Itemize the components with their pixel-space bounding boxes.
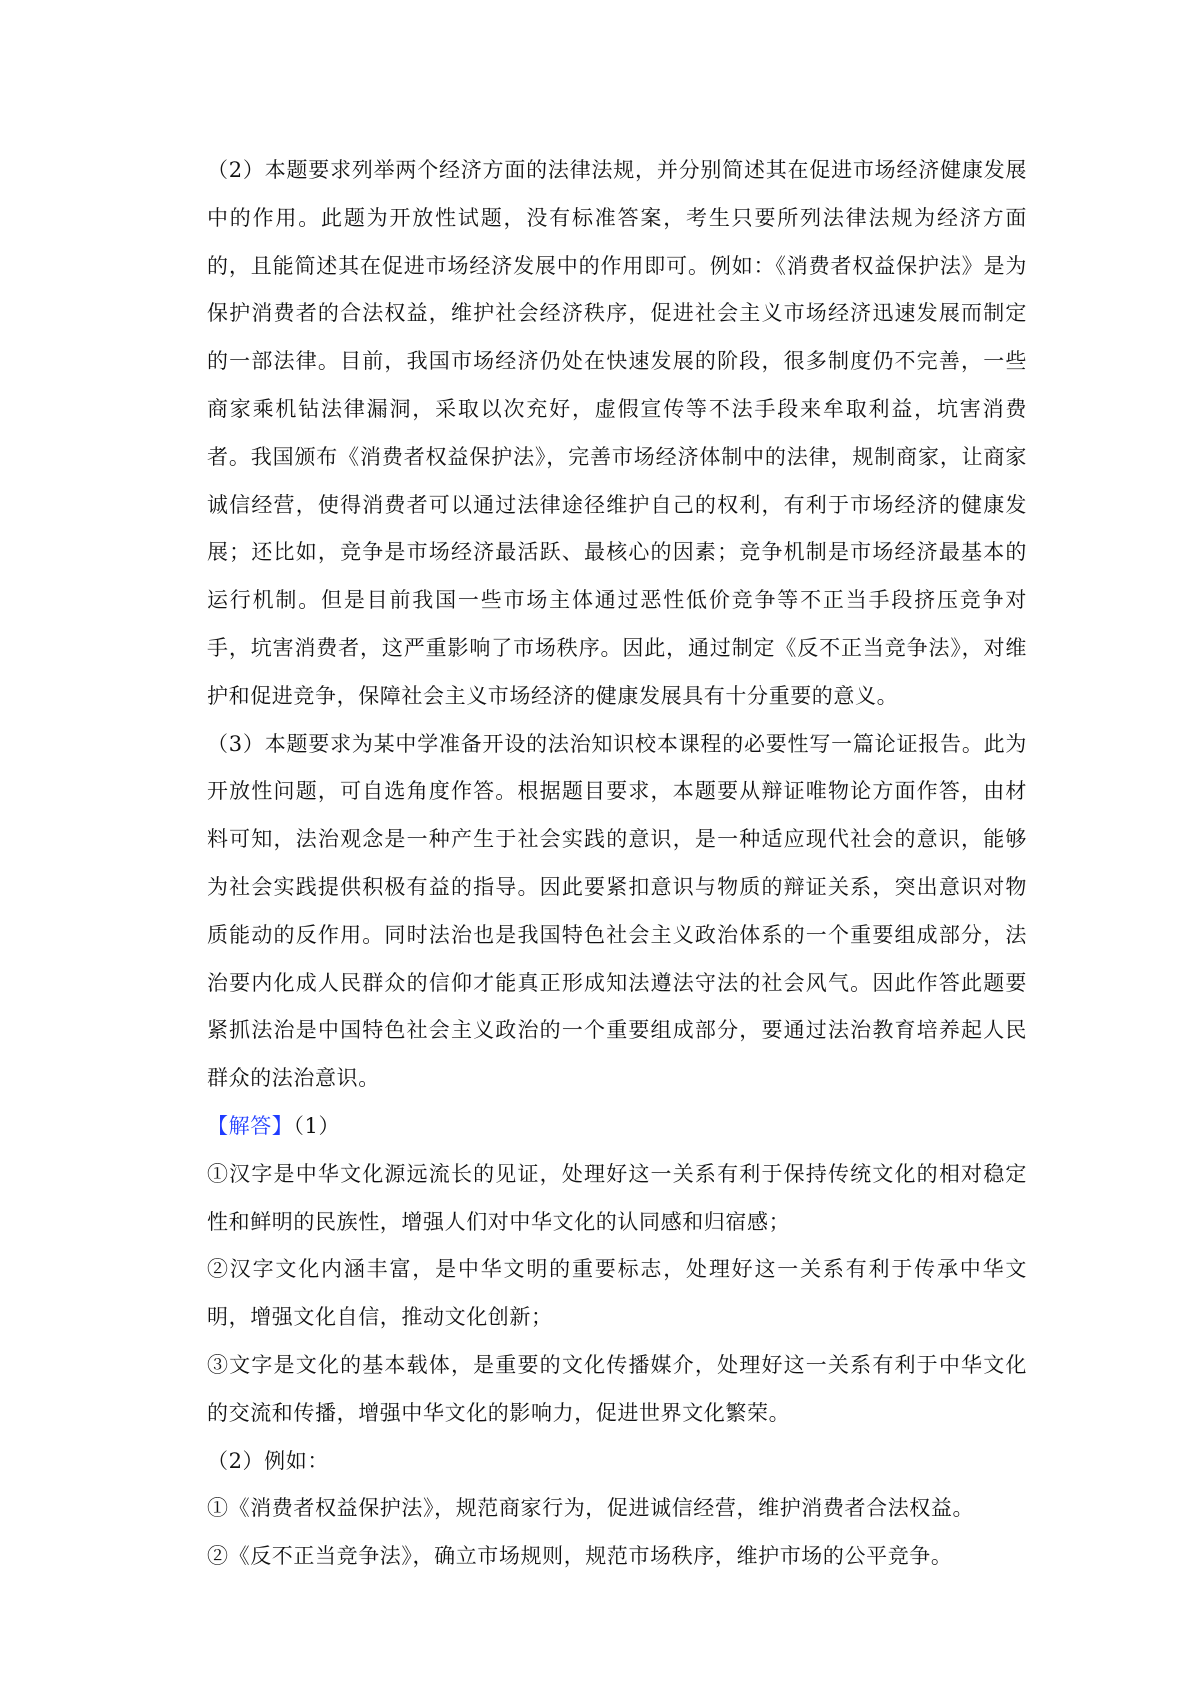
analysis-paragraph-3: （3）本题要求为某中学准备开设的法治知识校本课程的必要性写一篇论证报告。此为开放性问题，可自选角度作答。根据题目要求，本题要从辩证唯物论方面作答，由材料可知，法治观念是一种产生于社会实践的意识，是一种适应现代社会的意识，能够为社会实践提供积极有益的指导。因此要紧扣意识与物质的辩证关系，突出意识对物质能动的反作用。同时法治也是我国特色社会主义政治体系的一个重要组成部分，法治要内化成人民群众的信仰才能真正形成知法遵法守法的社会风气。因此作答此题要紧抓法治是中国特色社会主义政治的一个重要组成部分，要通过法治教育培养起人民群众的法治意识。: [207, 731, 1027, 1091]
answer-law-2: ②《反不正当竞争法》，确立市场规则，规范市场秩序，维护市场的公平竞争。: [207, 1544, 953, 1569]
analysis-paragraph-2: （2）本题要求列举两个经济方面的法律法规，并分别简述其在促进市场经济健康发展中的作用。此题为开放性试题，没有标准答案，考生只要所列法律法规为经济方面的，且能简述其在促进市场经济发展中的作用即可。例如：《消费者权益保护法》是为保护消费者的合法权益，维护社会经济秩序，促进社会主义市场经济迅速发展而制定的一部法律。目前，我国市场经济仍处在快速发展的阶段，很多制度仍不完善，一些商家乘机钻法律漏洞，采取以次充好，虚假宣传等不法手段来牟取利益，坑害消费者。我国颁布《消费者权益保护法》，完善市场经济体制中的法律，规制商家，让商家诚信经营，使得消费者可以通过法律途径维护自己的权利，有利于市场经济的健康发展；还比如，竞争是市场经济最活跃、最核心的因素；竞争机制是市场经济最基本的运行机制。但是目前我国一些市场主体通过恶性低价竞争等不正当手段挤压竞争对手，坑害消费者，这严重影响了市场秩序。因此，通过制定《反不正当竞争法》，对维护和促进竞争，保障社会主义市场经济的健康发展具有十分重要的意义。: [207, 158, 1027, 708]
answer-part2-heading: （2）例如：: [207, 1448, 329, 1473]
answer-point-1: ①汉字是中华文化源远流长的见证，处理好这一关系有利于保持传统文化的相对稳定性和鲜明的民族性，增强人们对中华文化的认同感和归宿感；: [207, 1161, 1027, 1234]
answer-part1-marker: （1）: [293, 1113, 341, 1138]
answer-label: 【解答】: [207, 1113, 294, 1138]
document-body: [207, 147, 1027, 1581]
answer-point-2: ②汉字文化内涵丰富，是中华文明的重要标志，处理好这一关系有利于传承中华文明，增强文化自信，推动文化创新；: [207, 1257, 1027, 1330]
answer-law-1: ①《消费者权益保护法》，规范商家行为，促进诚信经营，维护消费者合法权益。: [207, 1496, 975, 1521]
answer-point-3: ③文字是文化的基本载体，是重要的文化传播媒介，处理好这一关系有利于中华文化的交流和传播，增强中华文化的影响力，促进世界文化繁荣。: [207, 1352, 1027, 1425]
answer-heading: [207, 1103, 1027, 1151]
